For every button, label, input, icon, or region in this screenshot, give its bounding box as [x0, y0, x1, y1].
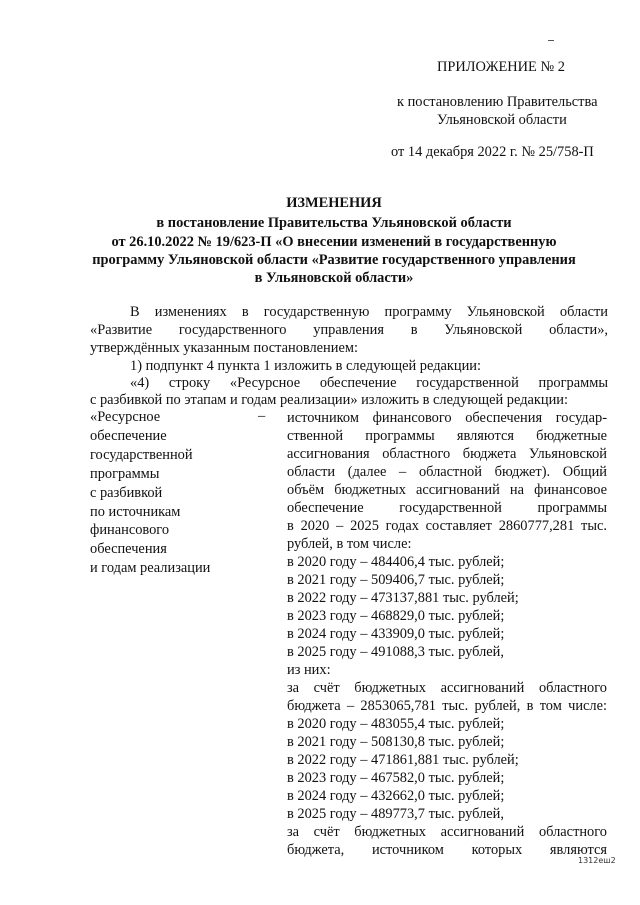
- title-line-3: от 26.10.2022 № 19/623-П «О внесении изменений в государственную: [111, 234, 557, 250]
- row-instruction-line-2: с разбивкой по этапам и годам реализации» изложить в следующей редакции:: [90, 392, 568, 408]
- content-line: объём бюджетных ассигнований на финансовое: [287, 482, 607, 498]
- subitem-instruction: 1) подпункт 4 пункта 1 изложить в следующей редакции:: [130, 358, 481, 374]
- year-amount: в 2025 году – 491088,3 тыс. рублей,: [287, 644, 504, 660]
- row-label-line: обеспечения: [90, 541, 167, 558]
- row-label-line: с разбивкой: [90, 484, 163, 501]
- appendix-label: ПРИЛОЖЕНИЕ № 2: [437, 59, 565, 75]
- title-line-2: в постановление Правительства Ульяновской области: [156, 215, 512, 231]
- row-label-line: финансового: [90, 522, 170, 539]
- intro-paragraph-line-1: В изменениях в государственную программу Ульяновской области: [130, 304, 608, 320]
- content-line: бюджета – 2853065,781 тыс. рублей, в том числе:: [287, 698, 607, 714]
- content-line: рублей, в том числе:: [287, 536, 412, 552]
- intro-paragraph-line-3: утверждённых указанным постановлением:: [90, 340, 358, 356]
- resolution-ref: к постановлению Правительства: [397, 94, 598, 110]
- row-label-line: программы: [90, 465, 160, 482]
- year-amount: в 2022 году – 471861,881 тыс. рублей;: [287, 752, 519, 768]
- content-line: обеспечение государственной программы: [287, 500, 607, 516]
- document-title: ИЗМЕНЕНИЯ: [286, 195, 382, 211]
- row-label-line: по источникам: [90, 503, 181, 520]
- row-instruction-line-1: «4) строку «Ресурсное обеспечение государственной программы: [130, 375, 608, 391]
- scan-mark: [548, 40, 554, 41]
- content-line: из них:: [287, 662, 331, 678]
- document-code: 1312еш2: [578, 856, 616, 865]
- content-line: за счёт бюджетных ассигнований областного: [287, 680, 607, 696]
- resolution-date-number: от 14 декабря 2022 г. № 25/758-П: [391, 144, 594, 160]
- content-line: за счёт бюджетных ассигнований областного: [287, 824, 607, 840]
- year-amount: в 2023 году – 468829,0 тыс. рублей;: [287, 608, 505, 624]
- year-amount: в 2024 году – 432662,0 тыс. рублей;: [287, 788, 505, 804]
- content-line: области (далее – областной бюджет). Общий: [287, 464, 607, 480]
- region-ref: Ульяновской области: [437, 112, 567, 128]
- row-label-line: государственной: [90, 446, 193, 463]
- intro-paragraph-line-2: «Развитие государственного управления в Ульяновской области»,: [90, 322, 608, 338]
- content-line: ассигнования областного бюджета Ульяновской: [287, 446, 607, 462]
- title-line-5: в Ульяновской области»: [254, 270, 414, 286]
- year-amount: в 2025 году – 489773,7 тыс. рублей,: [287, 806, 504, 822]
- row-label-line: и годам реализации: [90, 560, 211, 577]
- title-line-4: программу Ульяновской области «Развитие государственного управления: [92, 252, 576, 268]
- content-line: источником финансового обеспечения государ-: [287, 410, 607, 426]
- row-label-line: «Ресурсное: [90, 409, 161, 425]
- year-amount: в 2024 году – 433909,0 тыс. рублей;: [287, 626, 505, 642]
- row-dash: –: [258, 408, 266, 424]
- year-amount: в 2020 году – 484406,4 тыс. рублей;: [287, 554, 505, 570]
- year-amount: в 2020 году – 483055,4 тыс. рублей;: [287, 716, 505, 732]
- year-amount: в 2021 году – 509406,7 тыс. рублей;: [287, 572, 505, 588]
- content-line: в 2020 – 2025 годах составляет 2860777,281 тыс.: [287, 518, 607, 534]
- row-label: [90, 408, 210, 578]
- year-amount: в 2022 году – 473137,881 тыс. рублей;: [287, 590, 519, 606]
- content-line: ственной программы являются бюджетные: [287, 428, 607, 444]
- year-amount: в 2023 году – 467582,0 тыс. рублей;: [287, 770, 505, 786]
- row-label-line: обеспечение: [90, 427, 167, 444]
- content-line: бюджета, источником которых являются: [287, 842, 607, 858]
- year-amount: в 2021 году – 508130,8 тыс. рублей;: [287, 734, 505, 750]
